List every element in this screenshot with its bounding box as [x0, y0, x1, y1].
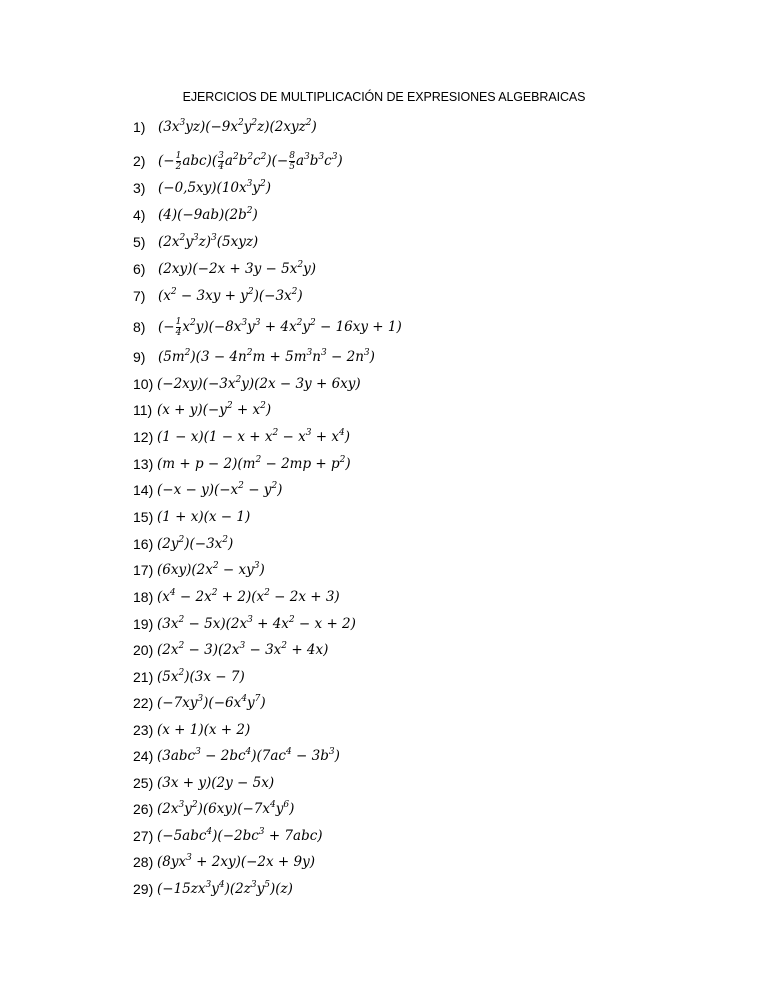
exercise-number: 6)	[133, 261, 146, 277]
exercise-row	[133, 149, 343, 173]
exercise-expression: (3x + y)(2y − 5x)	[157, 775, 275, 791]
exercise-number: 23)	[133, 722, 154, 738]
exercise-row	[133, 505, 250, 529]
exercise-row	[133, 203, 258, 227]
exercise-expression: $(3abc^3 - 2bc^4)(7ac^4 - 3b^3)$	[157, 747, 340, 764]
exercise-row	[133, 372, 361, 396]
exercise-number: 28)	[133, 854, 154, 870]
exercise-expression: $(2x^2 - 3)(2x^3 - 3x^2 + 4x)$	[157, 641, 329, 658]
exercise-number: 10)	[133, 376, 154, 392]
exercise-number: 27)	[133, 828, 154, 844]
exercise-number: 22)	[133, 695, 154, 711]
exercise-row	[133, 797, 294, 821]
exercise-row	[133, 718, 250, 742]
exercise-row	[133, 532, 233, 556]
exercise-number: 9)	[133, 349, 146, 365]
exercise-number: 18)	[133, 589, 154, 605]
exercise-number: 5)	[133, 234, 146, 250]
exercise-number: 13)	[133, 456, 154, 472]
exercise-row	[133, 824, 323, 848]
exercise-expression: $(4)(-9ab)(2b^2)$	[158, 206, 258, 223]
exercise-expression: $(2x^2y^3z)^3(5xyz)$	[158, 233, 259, 250]
exercise-expression: $(3x^3yz)(-9x^2y^2z)(2xyz^2)$	[158, 118, 317, 135]
page-title: EJERCICIOS DE MULTIPLICACIÓN DE EXPRESIONES ALGEBRAICAS	[182, 90, 586, 104]
exercise-row	[133, 257, 316, 281]
exercise-row	[133, 284, 303, 308]
exercise-number: 20)	[133, 642, 154, 658]
exercise-expression: $(5x^2)(3x - 7)$	[157, 668, 245, 685]
exercise-row	[133, 771, 274, 795]
exercise-expression: (1 + x)(x − 1)	[157, 509, 251, 525]
exercise-number: 12)	[133, 429, 154, 445]
exercise-number: 29)	[133, 881, 154, 897]
exercise-row	[133, 230, 258, 254]
exercise-row	[133, 638, 328, 662]
exercise-expression: $(m + p - 2)(m^2 - 2mp + p^2)$	[157, 455, 351, 472]
exercise-row	[133, 744, 340, 768]
exercise-row	[133, 315, 402, 339]
exercise-expression: $(x^4 - 2x^2 + 2)(x^2 - 2x + 3)$	[157, 588, 340, 605]
exercise-row	[133, 558, 265, 582]
exercise-row	[133, 612, 356, 636]
exercise-expression: (− $\frac{1}{4}$ $x^2y)(-8x^3y^3 + 4x^2y^2 - 16xy + 1)$	[158, 316, 402, 338]
exercise-number: 14)	[133, 482, 154, 498]
exercise-row	[133, 877, 293, 901]
exercise-number: 1)	[133, 119, 146, 135]
exercise-number: 3)	[133, 180, 146, 196]
exercise-number: 15)	[133, 509, 154, 525]
exercise-number: 26)	[133, 801, 154, 817]
exercise-row	[133, 115, 317, 139]
exercise-row	[133, 425, 350, 449]
exercise-row	[133, 585, 340, 609]
exercise-number: 7)	[133, 288, 146, 304]
exercise-row	[133, 478, 282, 502]
exercise-row	[133, 850, 315, 874]
exercise-expression: $(1 - x)(1 - x + x^2 - x^3 + x^4)$	[157, 428, 351, 445]
exercise-expression: $(2x^3y^2)(6xy)(-7x^4y^6)$	[157, 800, 295, 817]
exercise-expression: $(-0,5xy)(10x^3y^2)$	[158, 179, 272, 196]
exercise-number: 8)	[133, 319, 146, 335]
exercise-row	[133, 398, 271, 422]
exercise-row	[133, 665, 245, 689]
exercise-expression: $(3x^2 - 5x)(2x^3 + 4x^2 - x + 2)$	[157, 615, 356, 632]
exercise-number: 16)	[133, 536, 154, 552]
exercise-number: 2)	[133, 153, 146, 169]
exercise-number: 24)	[133, 748, 154, 764]
exercise-row	[133, 345, 375, 369]
exercise-number: 11)	[133, 402, 153, 418]
exercise-number: 17)	[133, 562, 154, 578]
exercise-expression: $(-7xy^3)(-6x^4y^7)$	[157, 694, 266, 711]
exercise-expression: $(5m^2)(3 - 4n^2m + 5m^3n^3 - 2n^3)$	[158, 348, 375, 365]
exercise-expression: $(2y^2)(-3x^2)$	[157, 535, 234, 552]
exercise-number: 4)	[133, 207, 146, 223]
exercise-number: 19)	[133, 616, 154, 632]
exercise-expression: $(-x - y)(-x^2 - y^2)$	[157, 481, 283, 498]
exercise-number: 21)	[133, 669, 154, 685]
exercise-expression: $(8yx^3 + 2xy)(-2x + 9y)$	[157, 853, 315, 870]
exercise-row	[133, 452, 351, 476]
exercise-row	[133, 176, 271, 200]
exercise-expression: $(-5abc^4)(-2bc^3 + 7abc)$	[157, 827, 323, 844]
exercise-row	[133, 691, 266, 715]
exercise-expression: $(6xy)(2x^2 - xy^3)$	[157, 561, 265, 578]
exercise-expression: $(x^2 - 3xy + y^2)(-3x^2)$	[158, 287, 303, 304]
exercise-expression: (− $\frac{1}{2}$ abc)( $\frac{3}{4}$ $a^2b^2c^2)(-$ $\frac{8}{5}$ $a^3b^3c^3$)	[158, 150, 343, 172]
exercise-expression: $(-2xy)(-3x^2y)(2x - 3y + 6xy)$	[157, 375, 361, 392]
exercise-expression: (x + 1)(x + 2)	[157, 722, 251, 738]
exercise-expression: $(2xy)(-2x + 3y - 5x^2y)$	[158, 260, 316, 277]
exercise-expression: $(-15zx^3y^4)(2z^3y^5)(z)$	[157, 880, 293, 897]
exercise-number: 25)	[133, 775, 154, 791]
exercise-expression: $(x + y)(-y^2 + x^2)$	[157, 401, 272, 418]
